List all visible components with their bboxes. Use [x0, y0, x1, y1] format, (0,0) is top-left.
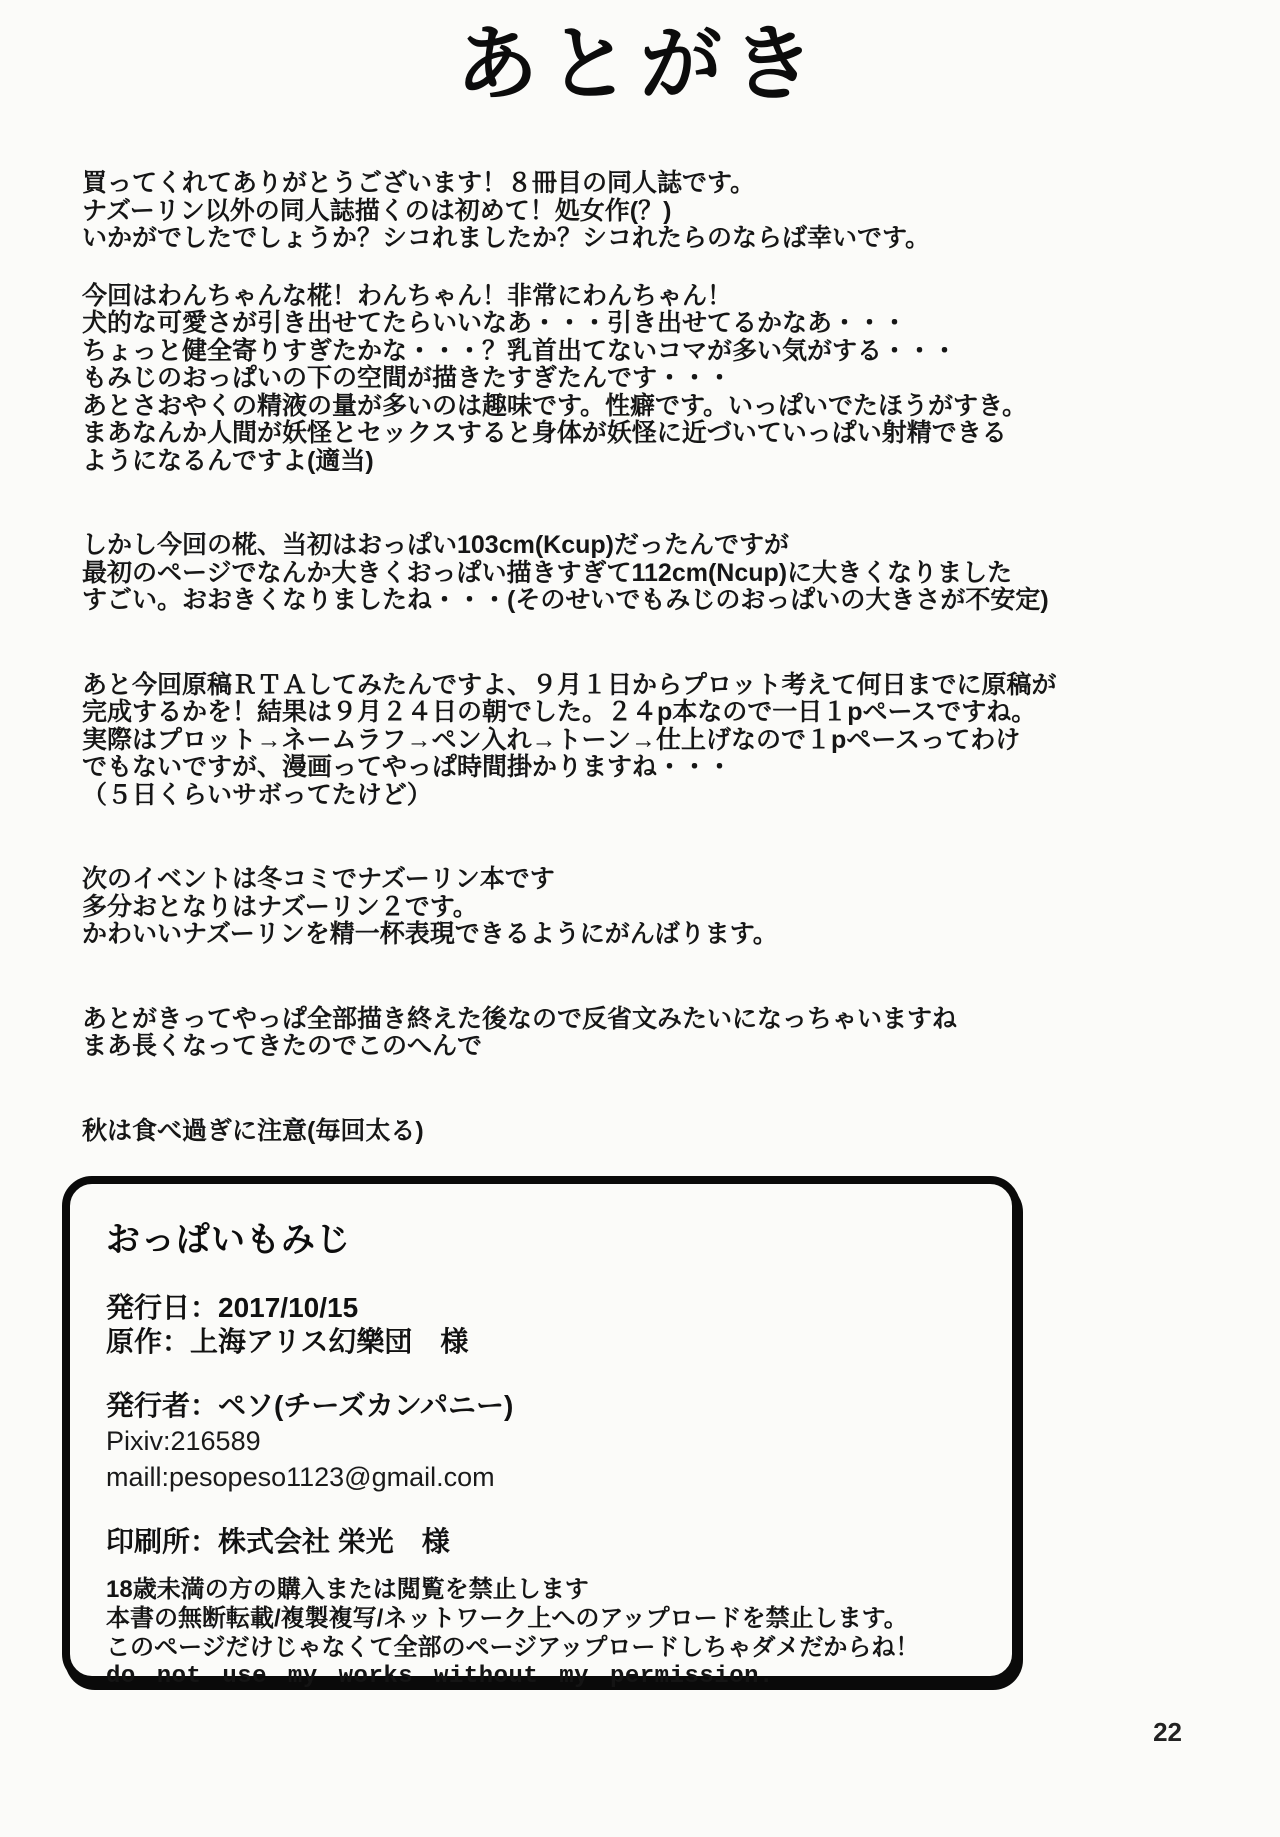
text-line: 最初のページでなんか大きくおっぱい描きすぎて112cm(Ncup)に大きくなりました	[82, 558, 1013, 587]
colophon-publish-date: 発行日：2017/10/15	[106, 1292, 359, 1323]
text-line: すごい。おおきくなりましたね・・・(そのせいでもみじのおっぱいの大きさが不安定)	[82, 586, 1049, 615]
paragraph-bust-size	[82, 532, 1220, 615]
text-line: 犬的な可愛さが引き出せてたらいいなあ・・・引き出せてるかなあ・・・	[82, 309, 908, 338]
text-line: 多分おとなりはナズーリン２です。	[82, 892, 478, 921]
text-line: 18歳未満の方の購入または閲覧を禁止します	[106, 1576, 589, 1603]
colophon-printer-group	[106, 1525, 982, 1559]
text-line: 実際はプロット→ネームラフ→ペン入れ→トーン→仕上げなので１pペースってわけ	[82, 725, 1021, 754]
page-number: 22	[1153, 1717, 1182, 1747]
text-line: まあなんか人間が妖怪とセックスすると身体が妖怪に近づいていっぱい射精できる	[82, 419, 1007, 448]
colophon-book-title: おっぱいもみじ	[106, 1221, 351, 1259]
colophon-publication-group	[106, 1291, 982, 1359]
colophon-original-work: 原作：上海アリス幻樂団 様	[106, 1326, 469, 1357]
paragraph-reflection	[82, 1006, 1220, 1061]
text-line: ちょっと健全寄りすぎたかな・・・？乳首出てないコマが多い気がする・・・	[82, 336, 958, 365]
paragraph-thanks	[82, 170, 1220, 253]
text-line: 買ってくれてありがとうございます！８冊目の同人誌です。	[82, 169, 756, 198]
colophon-warnings	[106, 1575, 982, 1691]
text-line: かわいいナズーリンを精一杯表現できるようにがんばります。	[82, 920, 778, 949]
text-line: このページだけじゃなくて全部のページアップロードしちゃダメだからね！	[106, 1634, 920, 1661]
colophon-publisher: 発行者：ペソ(チーズカンパニー)	[106, 1390, 514, 1421]
colophon-publisher-group	[106, 1389, 982, 1495]
text-line: 次のイベントは冬コミでナズーリン本です	[82, 865, 555, 894]
text-line: まあ長くなってきたのでこのへんで	[82, 1032, 483, 1061]
text-line: 完成するかを！結果は９月２４日の朝でした。２４p本なので一日１pペースですね。	[82, 698, 1037, 727]
text-line: 本書の無断転載/複製複写/ネットワーク上へのアップロードを禁止します。	[106, 1605, 908, 1632]
text-line: あとがきってやっぱ全部描き終えた後なので反省文みたいになっちゃいますね	[82, 1004, 958, 1033]
paragraph-autumn-note	[82, 1118, 1220, 1146]
text-line: いかがでしたでしょうか？シコれましたか？シコれたらのならば幸いです。	[82, 224, 931, 253]
colophon-printer: 印刷所：株式会社 栄光 様	[106, 1526, 450, 1557]
text-line: ようになるんですよ(適当)	[82, 446, 374, 475]
colophon-pixiv-id: Pixiv:216589	[106, 1426, 261, 1456]
paragraph-rta	[82, 672, 1220, 810]
paragraph-next-event	[82, 866, 1220, 949]
text-line: do not use my works without my permission.	[106, 1663, 774, 1690]
afterword-body	[0, 170, 1280, 1230]
text-line: あとさおやくの精液の量が多いのは趣味です。性癖です。いっぱいでたほうがすき。	[82, 391, 1028, 420]
text-line: でもないですが、漫画ってやっぱ時間掛かりますね・・・	[82, 753, 733, 782]
text-line: あと今回原稿ＲＴＡしてみたんですよ、９月１日からプロット考えて何日までに原稿が	[82, 670, 1057, 699]
text-line: しかし今回の椛、当初はおっぱい103cm(Kcup)だったんですが	[82, 531, 789, 560]
text-line: （５日くらいサボってたけど）	[82, 780, 432, 809]
text-line: 秋は食べ過ぎに注意(毎回太る)	[82, 1116, 424, 1145]
text-line: もみじのおっぱいの下の空間が描きたすぎたんです・・・	[82, 364, 733, 393]
page-title: あとがき	[455, 19, 824, 110]
colophon-mail-address: maill:pesopeso1123@gmail.com	[106, 1462, 495, 1492]
text-line: ナズーリン以外の同人誌描くのは初めて！処女作(？)	[82, 196, 672, 225]
colophon-box	[62, 1176, 1020, 1690]
paragraph-momiji	[82, 283, 1220, 476]
text-line: 今回はわんちゃんな椛！わんちゃん！非常にわんちゃん！	[82, 281, 733, 310]
